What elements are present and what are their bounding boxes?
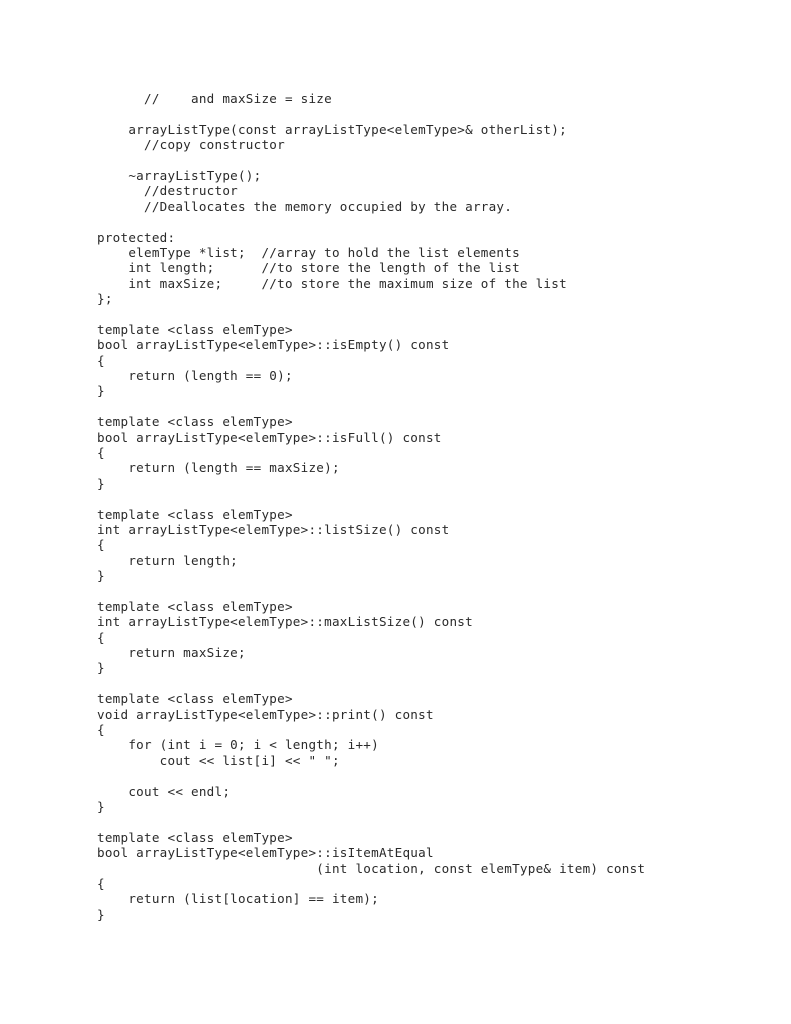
code-line: { xyxy=(97,722,105,738)
code-line: bool arrayListType<elemType>::isFull() const xyxy=(97,429,442,445)
code-listing xyxy=(97,91,645,922)
code-line: return (length == maxSize); xyxy=(97,460,340,476)
code-line: } xyxy=(97,475,105,491)
code-line: { xyxy=(97,444,105,460)
code-line: { xyxy=(97,352,105,368)
code-line: bool arrayListType<elemType>::isEmpty() const xyxy=(97,337,450,353)
code-line: protected: xyxy=(97,229,176,245)
code-line: } xyxy=(97,906,105,922)
code-line xyxy=(97,214,645,229)
code-line: return maxSize; xyxy=(97,645,246,661)
code-line: return (length == 0); xyxy=(97,368,293,384)
code-line: } xyxy=(97,660,105,676)
code-line: (int location, const elemType& item) const xyxy=(97,860,646,876)
code-line: }; xyxy=(97,291,113,307)
code-line: arrayListType(const arrayListType<elemType>& otherList); xyxy=(97,121,567,137)
code-line xyxy=(97,814,645,829)
code-line xyxy=(97,491,645,506)
code-line: int length; //to store the length of the list xyxy=(97,260,520,276)
code-line xyxy=(97,768,645,783)
code-line: return (list[location] == item); xyxy=(97,891,379,907)
code-line: ~arrayListType(); xyxy=(97,167,262,183)
code-line xyxy=(97,399,645,414)
code-line: template <class elemType> xyxy=(97,598,293,614)
code-line xyxy=(97,676,645,691)
code-line: template <class elemType> xyxy=(97,506,293,522)
code-line: // and maxSize = size xyxy=(97,91,332,106)
code-line: template <class elemType> xyxy=(97,691,293,707)
code-line: template <class elemType> xyxy=(97,321,293,337)
code-line: elemType *list; //array to hold the list elements xyxy=(97,244,520,260)
code-line: int arrayListType<elemType>::maxListSize() const xyxy=(97,614,473,630)
code-line: //copy constructor xyxy=(97,137,285,153)
code-line: int maxSize; //to store the maximum size of the list xyxy=(97,275,567,291)
code-line: void arrayListType<elemType>::print() const xyxy=(97,706,434,722)
code-line: } xyxy=(97,568,105,584)
code-line: { xyxy=(97,629,105,645)
code-line: cout << list[i] << " "; xyxy=(97,752,340,768)
code-line xyxy=(97,153,645,168)
code-line: template <class elemType> xyxy=(97,414,293,430)
code-line: //destructor xyxy=(97,183,238,199)
code-line: for (int i = 0; i < length; i++) xyxy=(97,737,379,753)
code-line: { xyxy=(97,537,105,553)
code-line xyxy=(97,584,645,599)
code-line: } xyxy=(97,383,105,399)
code-line: } xyxy=(97,798,105,814)
code-line: bool arrayListType<elemType>::isItemAtEqual xyxy=(97,845,434,861)
code-line xyxy=(97,306,645,321)
code-line: template <class elemType> xyxy=(97,829,293,845)
code-line: cout << endl; xyxy=(97,783,231,799)
code-line: return length; xyxy=(97,552,238,568)
code-line: int arrayListType<elemType>::listSize() const xyxy=(97,521,450,537)
code-line: //Deallocates the memory occupied by the array. xyxy=(97,198,513,214)
code-line: { xyxy=(97,875,105,891)
code-line xyxy=(97,106,645,121)
